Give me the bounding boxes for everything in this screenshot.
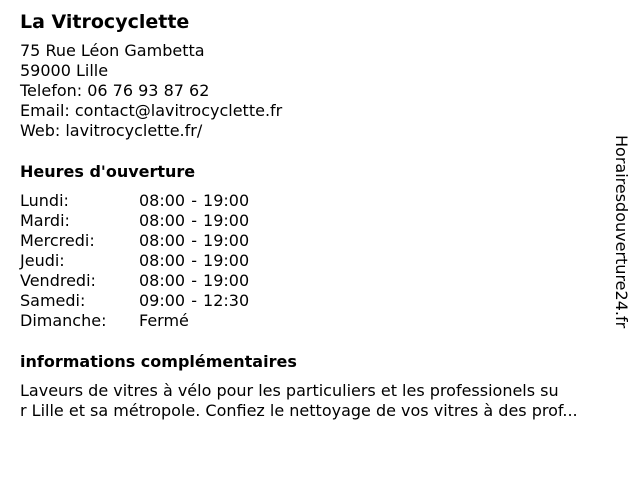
- hours-time: 08:00 - 19:00: [139, 231, 250, 250]
- hours-day: Lundi:: [20, 191, 69, 210]
- additional-info-line: Laveurs de vitres à vélo pour les particuliers et les professionels su: [20, 381, 559, 400]
- site-watermark: Horairesdouverture24.fr: [612, 135, 631, 329]
- hours-day: Mardi:: [20, 211, 70, 230]
- address-city: 59000 Lille: [20, 61, 109, 80]
- opening-hours-table: [20, 191, 620, 331]
- hours-day: Dimanche:: [20, 311, 107, 330]
- hours-time: 08:00 - 19:00: [139, 251, 250, 270]
- opening-hours-heading: Heures d'ouverture: [20, 162, 196, 181]
- additional-info-heading: informations complémentaires: [20, 352, 297, 371]
- hours-day: Samedi:: [20, 291, 86, 310]
- business-card: [20, 10, 620, 421]
- hours-day: Jeudi:: [20, 251, 65, 270]
- hours-time: 08:00 - 19:00: [139, 211, 250, 230]
- hours-time: 09:00 - 12:30: [139, 291, 250, 310]
- website-line: Web: lavitrocyclette.fr/: [20, 121, 203, 140]
- hours-day: Vendredi:: [20, 271, 96, 290]
- hours-day: Mercredi:: [20, 231, 95, 250]
- additional-info-line: r Lille et sa métropole. Confiez le nettoyage de vos vitres à des prof...: [20, 401, 578, 420]
- address-street: 75 Rue Léon Gambetta: [20, 41, 205, 60]
- hours-time: Fermé: [139, 311, 189, 330]
- hours-time: 08:00 - 19:00: [139, 271, 250, 290]
- business-name: La Vitrocyclette: [20, 11, 190, 33]
- hours-time: 08:00 - 19:00: [139, 191, 250, 210]
- phone-line: Telefon: 06 76 93 87 62: [20, 81, 210, 100]
- email-line: Email: contact@lavitrocyclette.fr: [20, 101, 283, 120]
